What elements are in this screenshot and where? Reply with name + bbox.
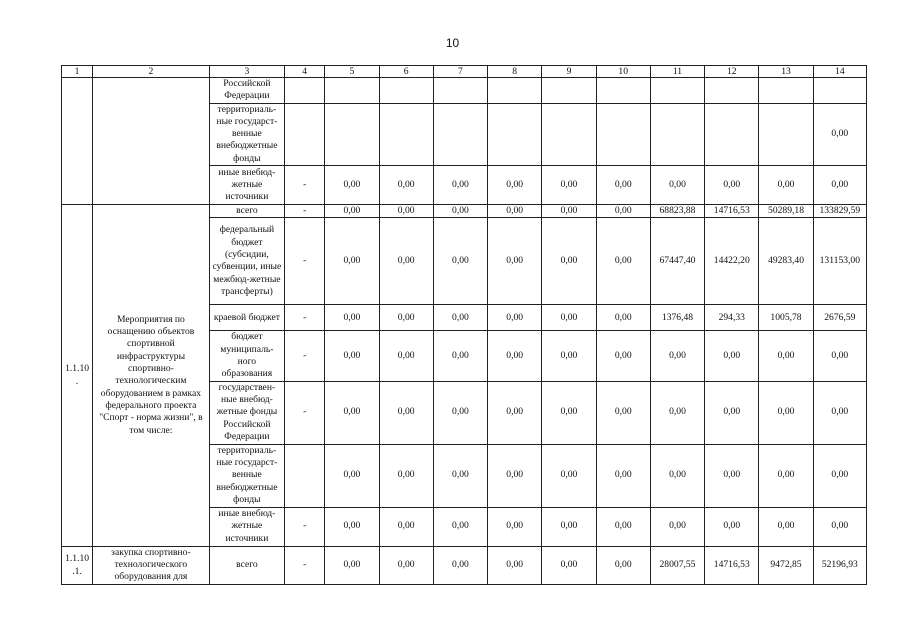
header-row (62, 66, 867, 78)
value-cell (759, 103, 813, 165)
funding-source: всего (209, 205, 284, 218)
measure-code: 1.1.10 .1. (62, 546, 93, 584)
value-cell: 0,00 (705, 166, 759, 205)
value-cell: 0,00 (325, 331, 379, 381)
dash-cell: - (285, 305, 325, 331)
value-cell: 0,00 (705, 331, 759, 381)
value-cell: 0,00 (650, 507, 704, 546)
value-cell: 0,00 (813, 381, 866, 444)
value-cell: 28007,55 (650, 546, 704, 584)
dash-cell: - (285, 546, 325, 584)
column-header-13: 13 (759, 66, 813, 78)
value-cell (488, 103, 542, 165)
value-cell: 0,00 (488, 331, 542, 381)
column-header-6: 6 (379, 66, 433, 78)
dash-cell (285, 444, 325, 507)
value-cell: 0,00 (596, 218, 650, 305)
column-header-9: 9 (542, 66, 596, 78)
value-cell (759, 78, 813, 104)
value-cell: 0,00 (542, 166, 596, 205)
value-cell: 0,00 (542, 305, 596, 331)
value-cell: 0,00 (542, 205, 596, 218)
funding-source: иные внебюд-жетные источники (209, 507, 284, 546)
table-row (62, 546, 867, 584)
value-cell: 0,00 (325, 305, 379, 331)
value-cell: 0,00 (325, 546, 379, 584)
value-cell: 0,00 (759, 166, 813, 205)
value-cell: 0,00 (325, 444, 379, 507)
value-cell: 0,00 (813, 444, 866, 507)
value-cell: 131153,00 (813, 218, 866, 305)
value-cell: 0,00 (433, 205, 487, 218)
value-cell (433, 78, 487, 104)
value-cell: 0,00 (813, 166, 866, 205)
value-cell: 0,00 (542, 381, 596, 444)
value-cell: 0,00 (650, 331, 704, 381)
value-cell: 0,00 (542, 546, 596, 584)
column-header-12: 12 (705, 66, 759, 78)
table-row (62, 78, 867, 104)
value-cell (325, 78, 379, 104)
value-cell: 0,00 (596, 305, 650, 331)
funding-source: государствен-ные внебюд-жетные фонды Российской Федерации (209, 381, 284, 444)
value-cell: 0,00 (650, 381, 704, 444)
value-cell: 50289,18 (759, 205, 813, 218)
value-cell: 0,00 (542, 444, 596, 507)
value-cell: 2676,59 (813, 305, 866, 331)
funding-source: Российской Федерации (209, 78, 284, 104)
dash-cell: - (285, 507, 325, 546)
funding-source: иные внебюд-жетные источники (209, 166, 284, 205)
value-cell: 0,00 (705, 444, 759, 507)
value-cell: 0,00 (433, 444, 487, 507)
value-cell: 0,00 (650, 444, 704, 507)
value-cell: 0,00 (596, 444, 650, 507)
value-cell: 0,00 (759, 444, 813, 507)
value-cell: 0,00 (488, 205, 542, 218)
value-cell: 1376,48 (650, 305, 704, 331)
funding-source: территориаль-ные государст-венные внебюджетные фонды (209, 444, 284, 507)
value-cell: 0,00 (759, 381, 813, 444)
value-cell: 0,00 (433, 546, 487, 584)
value-cell: 0,00 (596, 205, 650, 218)
value-cell: 0,00 (596, 381, 650, 444)
funding-source: федеральный бюджет (субсидии, субвенции, иные межбюд-жетные трансферты) (209, 218, 284, 305)
value-cell: 0,00 (379, 507, 433, 546)
value-cell: 0,00 (433, 331, 487, 381)
value-cell: 0,00 (488, 218, 542, 305)
value-cell: 0,00 (379, 305, 433, 331)
value-cell: 0,00 (542, 218, 596, 305)
value-cell (596, 78, 650, 104)
dash-cell (285, 78, 325, 104)
value-cell: 0,00 (325, 218, 379, 305)
funding-source: всего (209, 546, 284, 584)
value-cell: 0,00 (596, 166, 650, 205)
column-header-3: 3 (209, 66, 284, 78)
column-header-11: 11 (650, 66, 704, 78)
value-cell (488, 78, 542, 104)
value-cell (650, 78, 704, 104)
column-header-7: 7 (433, 66, 487, 78)
dash-cell (285, 103, 325, 165)
value-cell: 0,00 (596, 507, 650, 546)
value-cell: 0,00 (488, 444, 542, 507)
value-cell: 0,00 (813, 507, 866, 546)
measure-description: закупка спортивно-технологического оборудования для (93, 546, 210, 584)
value-cell: 0,00 (379, 218, 433, 305)
value-cell: 0,00 (379, 444, 433, 507)
value-cell: 0,00 (488, 305, 542, 331)
value-cell: 14716,53 (705, 546, 759, 584)
value-cell: 0,00 (705, 381, 759, 444)
column-header-4: 4 (285, 66, 325, 78)
value-cell: 0,00 (379, 546, 433, 584)
column-header-1: 1 (62, 66, 93, 78)
value-cell: 0,00 (433, 381, 487, 444)
value-cell (813, 78, 866, 104)
value-cell: 0,00 (759, 507, 813, 546)
value-cell: 68823,88 (650, 205, 704, 218)
value-cell: 0,00 (759, 331, 813, 381)
column-header-5: 5 (325, 66, 379, 78)
value-cell (379, 78, 433, 104)
dash-cell: - (285, 205, 325, 218)
measure-description: Мероприятия по оснащению объектов спортивной инфраструктуры спортивно-технологическим оборудованием в рамках федерального проекта "Спорт - норма жизни", в том числе: (93, 205, 210, 546)
value-cell: 14422,20 (705, 218, 759, 305)
page-number: 10 (445, 36, 460, 50)
value-cell (705, 103, 759, 165)
empty-continuation-cell (93, 78, 210, 205)
measure-code: 1.1.10 . (62, 205, 93, 546)
value-cell: 0,00 (813, 103, 866, 165)
value-cell: 0,00 (433, 218, 487, 305)
column-header-10: 10 (596, 66, 650, 78)
value-cell: 0,00 (379, 166, 433, 205)
value-cell: 1005,78 (759, 305, 813, 331)
value-cell (705, 78, 759, 104)
value-cell: 0,00 (596, 331, 650, 381)
dash-cell: - (285, 331, 325, 381)
value-cell: 0,00 (488, 546, 542, 584)
value-cell: 0,00 (488, 166, 542, 205)
column-header-2: 2 (93, 66, 210, 78)
column-header-14: 14 (813, 66, 866, 78)
value-cell (325, 103, 379, 165)
value-cell (542, 103, 596, 165)
value-cell: 0,00 (488, 381, 542, 444)
funding-source: краевой бюджет (209, 305, 284, 331)
value-cell: 133829,59 (813, 205, 866, 218)
value-cell: 0,00 (433, 507, 487, 546)
table-row (62, 205, 867, 218)
budget-table (61, 65, 867, 585)
funding-source: бюджет муниципаль-ного образования (209, 331, 284, 381)
value-cell: 0,00 (542, 331, 596, 381)
value-cell: 0,00 (325, 381, 379, 444)
value-cell: 49283,40 (759, 218, 813, 305)
value-cell: 14716,53 (705, 205, 759, 218)
value-cell (433, 103, 487, 165)
value-cell (596, 103, 650, 165)
value-cell: 0,00 (325, 205, 379, 218)
value-cell: 0,00 (379, 331, 433, 381)
value-cell: 0,00 (596, 546, 650, 584)
value-cell: 0,00 (433, 305, 487, 331)
value-cell (542, 78, 596, 104)
value-cell: 0,00 (650, 166, 704, 205)
value-cell (379, 103, 433, 165)
value-cell: 52196,93 (813, 546, 866, 584)
dash-cell: - (285, 218, 325, 305)
funding-source: территориаль-ные государст-венные внебюджетные фонды (209, 103, 284, 165)
value-cell (650, 103, 704, 165)
column-header-8: 8 (488, 66, 542, 78)
value-cell: 0,00 (705, 507, 759, 546)
value-cell: 0,00 (325, 166, 379, 205)
value-cell: 0,00 (325, 507, 379, 546)
value-cell: 0,00 (433, 166, 487, 205)
value-cell: 0,00 (542, 507, 596, 546)
value-cell: 0,00 (379, 381, 433, 444)
value-cell: 0,00 (379, 205, 433, 218)
dash-cell: - (285, 381, 325, 444)
empty-continuation-cell (62, 78, 93, 205)
value-cell: 0,00 (813, 331, 866, 381)
value-cell: 67447,40 (650, 218, 704, 305)
value-cell: 294,33 (705, 305, 759, 331)
value-cell: 0,00 (488, 507, 542, 546)
dash-cell: - (285, 166, 325, 205)
value-cell: 9472,85 (759, 546, 813, 584)
